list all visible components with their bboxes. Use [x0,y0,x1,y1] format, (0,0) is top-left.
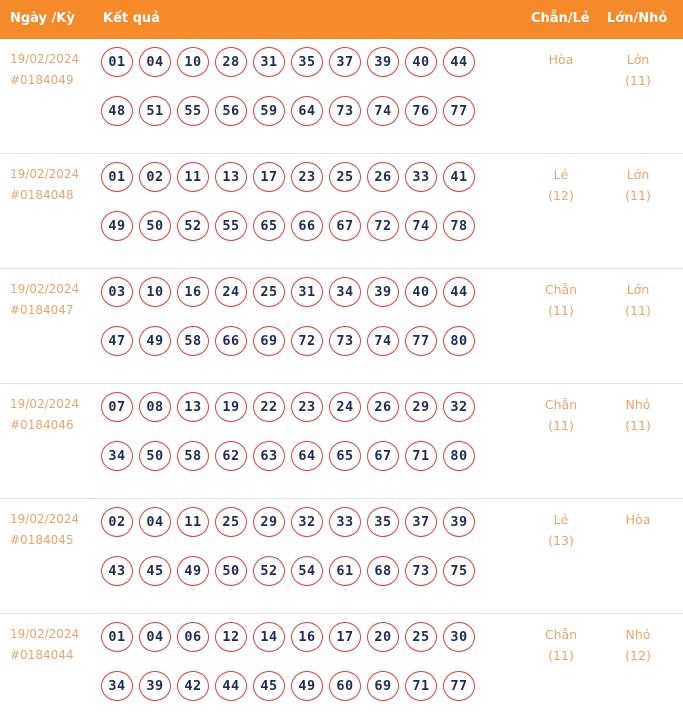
number-ball: 04 [139,507,171,537]
number-ball: 66 [215,326,247,356]
number-ball: 03 [101,277,133,307]
number-ball: 64 [291,96,323,126]
parity-cell [526,509,596,551]
parity-cell [526,164,596,206]
number-ball: 33 [405,162,437,192]
date-draw-cell [10,624,79,666]
number-ball: 45 [139,556,171,586]
number-ball: 50 [139,441,171,471]
draw-id: #0184048 [10,188,74,202]
number-ball: 26 [367,162,399,192]
parity-label: Chẵn [544,282,578,297]
number-ball: 77 [405,326,437,356]
number-ball: 56 [215,96,247,126]
number-ball: 67 [329,211,361,241]
number-ball: 08 [139,392,171,422]
number-ball: 68 [367,556,399,586]
number-ball: 69 [367,671,399,701]
parity-cell [526,394,596,436]
parity-cell [526,624,596,666]
result-balls [101,622,491,720]
number-ball: 25 [215,507,247,537]
number-ball: 06 [177,622,209,652]
number-ball: 48 [101,96,133,126]
number-ball: 34 [101,671,133,701]
number-ball: 62 [215,441,247,471]
size-count: (11) [625,303,651,318]
number-ball: 24 [215,277,247,307]
number-ball: 07 [101,392,133,422]
number-ball: 35 [291,47,323,77]
draw-id: #0184047 [10,303,74,317]
parity-label: Lẻ [553,167,569,182]
number-ball: 40 [405,277,437,307]
number-ball: 04 [139,622,171,652]
parity-count: (13) [548,533,574,548]
number-ball: 72 [291,326,323,356]
number-ball: 59 [253,96,285,126]
number-ball: 39 [367,277,399,307]
number-ball: 65 [253,211,285,241]
table-header [0,0,683,39]
ball-line [101,162,491,192]
ball-line [101,671,491,701]
number-ball: 73 [329,96,361,126]
size-cell [603,394,673,436]
number-ball: 74 [367,96,399,126]
result-balls [101,277,491,375]
number-ball: 58 [177,441,209,471]
number-ball: 01 [101,47,133,77]
number-ball: 80 [443,441,475,471]
number-ball: 32 [291,507,323,537]
number-ball: 31 [291,277,323,307]
parity-cell [526,279,596,321]
number-ball: 73 [405,556,437,586]
result-balls [101,162,491,260]
number-ball: 33 [329,507,361,537]
number-ball: 44 [215,671,247,701]
number-ball: 50 [215,556,247,586]
draw-date: 19/02/2024 [10,52,80,66]
number-ball: 28 [215,47,247,77]
draw-date: 19/02/2024 [10,627,80,641]
parity-label: Lẻ [553,512,569,527]
size-label: Lớn [626,167,650,182]
number-ball: 02 [101,507,133,537]
number-ball: 01 [101,622,133,652]
number-ball: 39 [367,47,399,77]
number-ball: 13 [215,162,247,192]
parity-count: (11) [548,303,574,318]
number-ball: 71 [405,671,437,701]
number-ball: 39 [139,671,171,701]
ball-line [101,211,491,241]
number-ball: 49 [177,556,209,586]
number-ball: 55 [177,96,209,126]
draw-id: #0184046 [10,418,74,432]
size-cell [603,164,673,206]
ball-line [101,622,491,652]
number-ball: 40 [405,47,437,77]
number-ball: 74 [367,326,399,356]
draw-date: 19/02/2024 [10,512,80,526]
size-cell [603,279,673,321]
ball-line [101,392,491,422]
number-ball: 20 [367,622,399,652]
number-ball: 31 [253,47,285,77]
parity-label: Chẵn [544,397,578,412]
number-ball: 72 [367,211,399,241]
number-ball: 54 [291,556,323,586]
number-ball: 49 [139,326,171,356]
parity-count: (12) [548,188,574,203]
ball-line [101,556,491,586]
number-ball: 75 [443,556,475,586]
number-ball: 02 [139,162,171,192]
number-ball: 29 [405,392,437,422]
table-row [0,269,683,384]
number-ball: 11 [177,162,209,192]
number-ball: 61 [329,556,361,586]
date-draw-cell [10,394,79,436]
number-ball: 37 [405,507,437,537]
size-cell [603,624,673,666]
number-ball: 34 [101,441,133,471]
parity-label: Hòa [548,52,574,67]
number-ball: 67 [367,441,399,471]
number-ball: 16 [177,277,209,307]
draw-id: #0184049 [10,73,74,87]
number-ball: 34 [329,277,361,307]
size-label: Nhỏ [625,397,651,412]
number-ball: 41 [443,162,475,192]
number-ball: 44 [443,47,475,77]
draw-date: 19/02/2024 [10,397,80,411]
ball-line [101,326,491,356]
number-ball: 10 [139,277,171,307]
number-ball: 44 [443,277,475,307]
number-ball: 19 [215,392,247,422]
table-body [0,39,683,722]
header-date-draw: Ngày /Kỳ [10,11,75,26]
number-ball: 17 [329,622,361,652]
number-ball: 16 [291,622,323,652]
draw-date: 19/02/2024 [10,282,80,296]
number-ball: 78 [443,211,475,241]
number-ball: 17 [253,162,285,192]
number-ball: 69 [253,326,285,356]
parity-count: (11) [548,418,574,433]
number-ball: 26 [367,392,399,422]
number-ball: 29 [253,507,285,537]
number-ball: 65 [329,441,361,471]
number-ball: 25 [253,277,285,307]
draw-id: #0184045 [10,533,74,547]
number-ball: 25 [405,622,437,652]
result-balls [101,47,491,145]
number-ball: 10 [177,47,209,77]
number-ball: 30 [443,622,475,652]
ball-line [101,47,491,77]
number-ball: 73 [329,326,361,356]
number-ball: 50 [139,211,171,241]
draw-id: #0184044 [10,648,74,662]
number-ball: 80 [443,326,475,356]
number-ball: 24 [329,392,361,422]
result-balls [101,392,491,490]
number-ball: 23 [291,392,323,422]
number-ball: 25 [329,162,361,192]
parity-label: Chẵn [544,627,578,642]
number-ball: 64 [291,441,323,471]
number-ball: 12 [215,622,247,652]
number-ball: 22 [253,392,285,422]
table-row [0,614,683,722]
size-count: (11) [625,418,651,433]
number-ball: 77 [443,671,475,701]
draw-date: 19/02/2024 [10,167,80,181]
date-draw-cell [10,49,79,91]
number-ball: 52 [253,556,285,586]
ball-line [101,96,491,126]
header-parity: Chẵn/Lẻ [531,11,590,26]
number-ball: 47 [101,326,133,356]
number-ball: 43 [101,556,133,586]
number-ball: 01 [101,162,133,192]
date-draw-cell [10,279,79,321]
number-ball: 58 [177,326,209,356]
table-row [0,499,683,614]
size-label: Nhỏ [625,627,651,642]
number-ball: 77 [443,96,475,126]
size-count: (12) [625,648,651,663]
number-ball: 63 [253,441,285,471]
number-ball: 66 [291,211,323,241]
result-balls [101,507,491,605]
date-draw-cell [10,164,79,206]
table-row [0,154,683,269]
number-ball: 37 [329,47,361,77]
size-cell [603,49,673,91]
size-label: Lớn [626,282,650,297]
number-ball: 52 [177,211,209,241]
number-ball: 42 [177,671,209,701]
number-ball: 32 [443,392,475,422]
table-row [0,384,683,499]
size-cell [603,509,673,530]
size-label: Hòa [625,512,651,527]
number-ball: 45 [253,671,285,701]
size-label: Lớn [626,52,650,67]
size-count: (11) [625,73,651,88]
number-ball: 74 [405,211,437,241]
number-ball: 55 [215,211,247,241]
number-ball: 49 [101,211,133,241]
size-count: (11) [625,188,651,203]
number-ball: 49 [291,671,323,701]
parity-cell [526,49,596,70]
number-ball: 35 [367,507,399,537]
date-draw-cell [10,509,79,551]
number-ball: 14 [253,622,285,652]
number-ball: 11 [177,507,209,537]
number-ball: 04 [139,47,171,77]
number-ball: 23 [291,162,323,192]
number-ball: 13 [177,392,209,422]
number-ball: 71 [405,441,437,471]
header-size: Lớn/Nhỏ [607,11,668,26]
table-row [0,39,683,154]
number-ball: 51 [139,96,171,126]
number-ball: 60 [329,671,361,701]
number-ball: 76 [405,96,437,126]
parity-count: (11) [548,648,574,663]
header-result: Kết quả [103,11,160,26]
ball-line [101,277,491,307]
ball-line [101,441,491,471]
ball-line [101,507,491,537]
number-ball: 39 [443,507,475,537]
